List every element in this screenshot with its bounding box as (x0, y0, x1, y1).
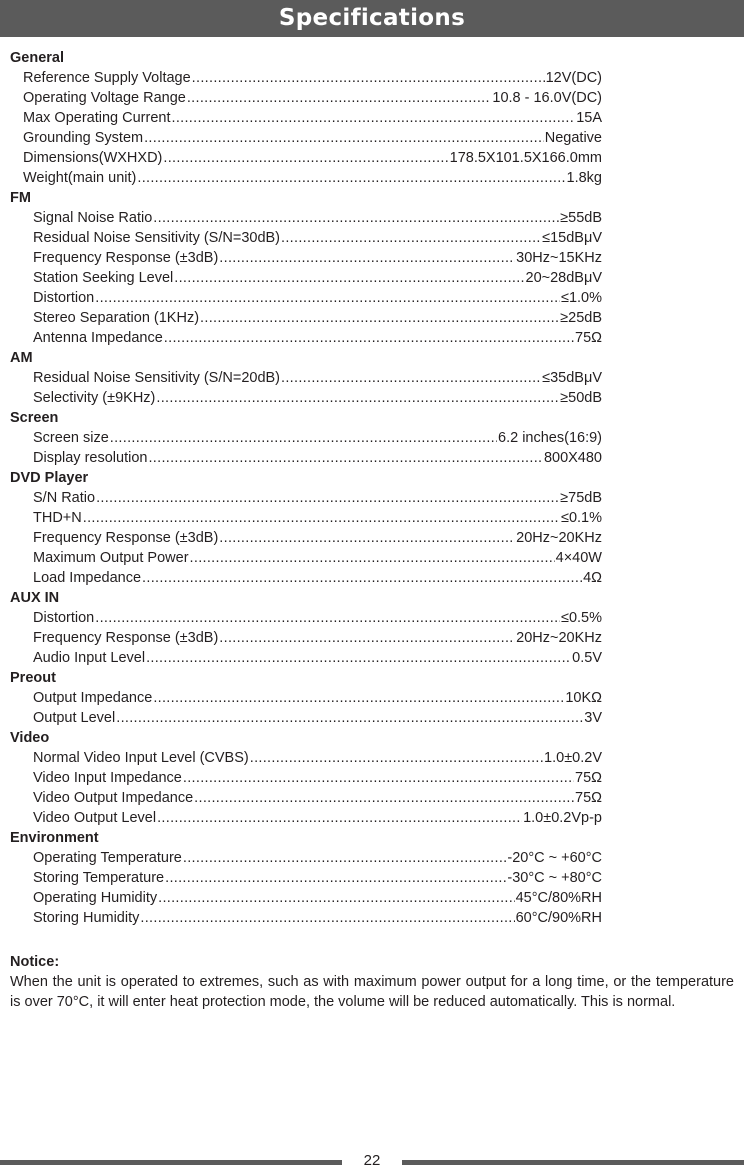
spec-row (10, 488, 602, 508)
spec-label: Frequency Response (±3dB) (33, 630, 219, 646)
spec-label: Video Output Level (33, 810, 157, 826)
spec-row (10, 508, 602, 528)
spec-row (10, 748, 602, 768)
header-bar (0, 0, 744, 37)
spec-value: 800X480 (543, 450, 602, 466)
spec-row (10, 68, 602, 88)
dot-leader (164, 328, 574, 348)
spec-row (10, 448, 602, 468)
dot-leader (163, 148, 448, 168)
section-title: Environment (10, 830, 99, 846)
spec-value: 178.5X101.5X166.0mm (449, 150, 602, 166)
spec-label: Residual Noise Sensitivity (S/N=20dB) (33, 370, 281, 386)
spec-value: ≥55dB (560, 210, 602, 226)
spec-label: Frequency Response (±3dB) (33, 250, 219, 266)
spec-row (10, 608, 602, 628)
spec-label: Weight(main unit) (23, 170, 137, 186)
section-title: DVD Player (10, 470, 89, 486)
dot-leader (171, 108, 575, 128)
dot-leader (153, 208, 559, 228)
spec-label: Display resolution (33, 450, 148, 466)
spec-value: 4×40W (555, 550, 602, 566)
spec-value: ≤35dBμV (542, 370, 602, 386)
spec-value: 15A (576, 110, 602, 126)
notice-title: Notice: (10, 954, 60, 970)
dot-leader (95, 608, 560, 628)
dot-leader (144, 128, 544, 148)
spec-row (10, 428, 602, 448)
spec-section (10, 728, 602, 828)
spec-label: Antenna Impedance (33, 330, 163, 346)
spec-label: Reference Supply Voltage (23, 70, 191, 86)
spec-label: Station Seeking Level (33, 270, 174, 286)
spec-label: Max Operating Current (23, 110, 171, 126)
dot-leader (183, 768, 574, 788)
spec-row (10, 248, 602, 268)
spec-row (10, 268, 602, 288)
spec-value: ≥25dB (560, 310, 602, 326)
spec-label: Selectivity (±9KHz) (33, 390, 156, 406)
dot-leader (219, 528, 515, 548)
dot-leader (95, 288, 560, 308)
dot-leader (187, 88, 492, 108)
spec-value: ≥75dB (560, 490, 602, 506)
spec-label: Stereo Separation (1KHz) (33, 310, 200, 326)
spec-value: 1.8kg (566, 170, 602, 186)
spec-row (10, 88, 602, 108)
spec-value: ≤0.1% (560, 510, 602, 526)
spec-label: Screen size (33, 430, 109, 446)
section-title: Screen (10, 410, 59, 426)
spec-section (10, 588, 602, 668)
spec-row (10, 628, 602, 648)
dot-leader (140, 908, 514, 928)
spec-row (10, 548, 602, 568)
spec-row (10, 708, 602, 728)
spec-value: 20Hz~20KHz (516, 630, 602, 646)
notice-text: When the unit is operated to extremes, such as with maximum power output for a long time, or the temperature is over 70°C, it will enter heat protection mode, the volume will be reduced automatically. This is normal. (10, 974, 734, 1010)
spec-section (10, 188, 602, 348)
spec-label: Frequency Response (±3dB) (33, 530, 219, 546)
spec-label: Video Input Impedance (33, 770, 182, 786)
dot-leader (83, 508, 560, 528)
spec-list (10, 48, 602, 928)
spec-label: Operating Humidity (33, 890, 158, 906)
spec-row (10, 688, 602, 708)
spec-row (10, 228, 602, 248)
spec-label: Normal Video Input Level (CVBS) (33, 750, 249, 766)
spec-value: 10KΩ (565, 690, 602, 706)
dot-leader (219, 628, 515, 648)
spec-label: Signal Noise Ratio (33, 210, 153, 226)
spec-value: -30°C ~ +80°C (507, 870, 602, 886)
section-title: AM (10, 350, 33, 366)
spec-value: 75Ω (575, 770, 602, 786)
spec-row (10, 128, 602, 148)
dot-leader (96, 488, 559, 508)
spec-row (10, 848, 602, 868)
spec-row (10, 308, 602, 328)
spec-row (10, 528, 602, 548)
spec-value: 12V(DC) (545, 70, 602, 86)
spec-row (10, 388, 602, 408)
spec-value: 75Ω (575, 790, 602, 806)
spec-label: Audio Input Level (33, 650, 146, 666)
notice (10, 952, 734, 1012)
spec-label: Distortion (33, 290, 95, 306)
spec-row (10, 888, 602, 908)
spec-value: ≤15dBμV (542, 230, 602, 246)
dot-leader (250, 748, 543, 768)
spec-label: Operating Voltage Range (23, 90, 186, 106)
spec-value: Negative (544, 130, 602, 146)
spec-label: Maximum Output Power (33, 550, 189, 566)
spec-value: 1.0±0.2V (544, 750, 602, 766)
dot-leader (116, 708, 583, 728)
spec-value: 1.0±0.2Vp-p (523, 810, 602, 826)
dot-leader (192, 68, 545, 88)
spec-label: Residual Noise Sensitivity (S/N=30dB) (33, 230, 281, 246)
spec-row (10, 908, 602, 928)
spec-row (10, 868, 602, 888)
spec-row (10, 208, 602, 228)
dot-leader (156, 388, 559, 408)
dot-leader (158, 888, 514, 908)
spec-label: Output Level (33, 710, 116, 726)
section-title: FM (10, 190, 31, 206)
spec-label: S/N Ratio (33, 490, 96, 506)
spec-label: Load Impedance (33, 570, 142, 586)
spec-row (10, 368, 602, 388)
section-title: Preout (10, 670, 56, 686)
spec-section (10, 48, 602, 188)
spec-section (10, 468, 602, 588)
spec-value: 10.8 - 16.0V(DC) (492, 90, 602, 106)
spec-row (10, 648, 602, 668)
spec-label: THD+N (33, 510, 82, 526)
spec-value: 20Hz~20KHz (516, 530, 602, 546)
dot-leader (281, 228, 541, 248)
spec-value: ≤0.5% (560, 610, 602, 626)
spec-label: Output Impedance (33, 690, 153, 706)
spec-value: 6.2 inches(16:9) (498, 430, 602, 446)
spec-row (10, 768, 602, 788)
spec-row (10, 568, 602, 588)
spec-section (10, 828, 602, 928)
dot-leader (165, 868, 506, 888)
dot-leader (281, 368, 541, 388)
dot-leader (142, 568, 582, 588)
spec-value: ≤1.0% (560, 290, 602, 306)
dot-leader (157, 808, 522, 828)
footer-rule-right (402, 1160, 744, 1165)
spec-section (10, 408, 602, 468)
spec-label: Video Output Impedance (33, 790, 194, 806)
spec-label: Dimensions(WXHXD) (23, 150, 163, 166)
spec-row (10, 148, 602, 168)
spec-section (10, 348, 602, 408)
dot-leader (190, 548, 555, 568)
spec-value: 3V (584, 710, 602, 726)
spec-value: ≥50dB (560, 390, 602, 406)
page-number: 22 (363, 1152, 381, 1169)
dot-leader (174, 268, 524, 288)
spec-row (10, 168, 602, 188)
footer-rule-left (0, 1160, 342, 1165)
dot-leader (219, 248, 515, 268)
spec-label: Storing Humidity (33, 910, 140, 926)
spec-row (10, 808, 602, 828)
spec-value: 0.5V (572, 650, 602, 666)
dot-leader (183, 848, 507, 868)
spec-value: 4Ω (583, 570, 602, 586)
dot-leader (146, 648, 571, 668)
spec-label: Storing Temperature (33, 870, 165, 886)
spec-value: -20°C ~ +60°C (507, 850, 602, 866)
dot-leader (110, 428, 497, 448)
spec-value: 30Hz~15KHz (516, 250, 602, 266)
dot-leader (194, 788, 574, 808)
spec-row (10, 108, 602, 128)
section-title: AUX IN (10, 590, 60, 606)
dot-leader (153, 688, 564, 708)
spec-value: 45°C/80%RH (515, 890, 602, 906)
spec-label: Grounding System (23, 130, 144, 146)
section-title: General (10, 50, 64, 66)
spec-section (10, 668, 602, 728)
section-title: Video (10, 730, 50, 746)
spec-value: 60°C/90%RH (515, 910, 602, 926)
page-title: Specifications (278, 5, 466, 31)
spec-row (10, 788, 602, 808)
spec-row (10, 328, 602, 348)
dot-leader (137, 168, 565, 188)
spec-label: Operating Temperature (33, 850, 182, 866)
spec-row (10, 288, 602, 308)
dot-leader (148, 448, 542, 468)
spec-label: Distortion (33, 610, 95, 626)
dot-leader (200, 308, 559, 328)
spec-value: 20~28dBμV (525, 270, 602, 286)
spec-value: 75Ω (575, 330, 602, 346)
